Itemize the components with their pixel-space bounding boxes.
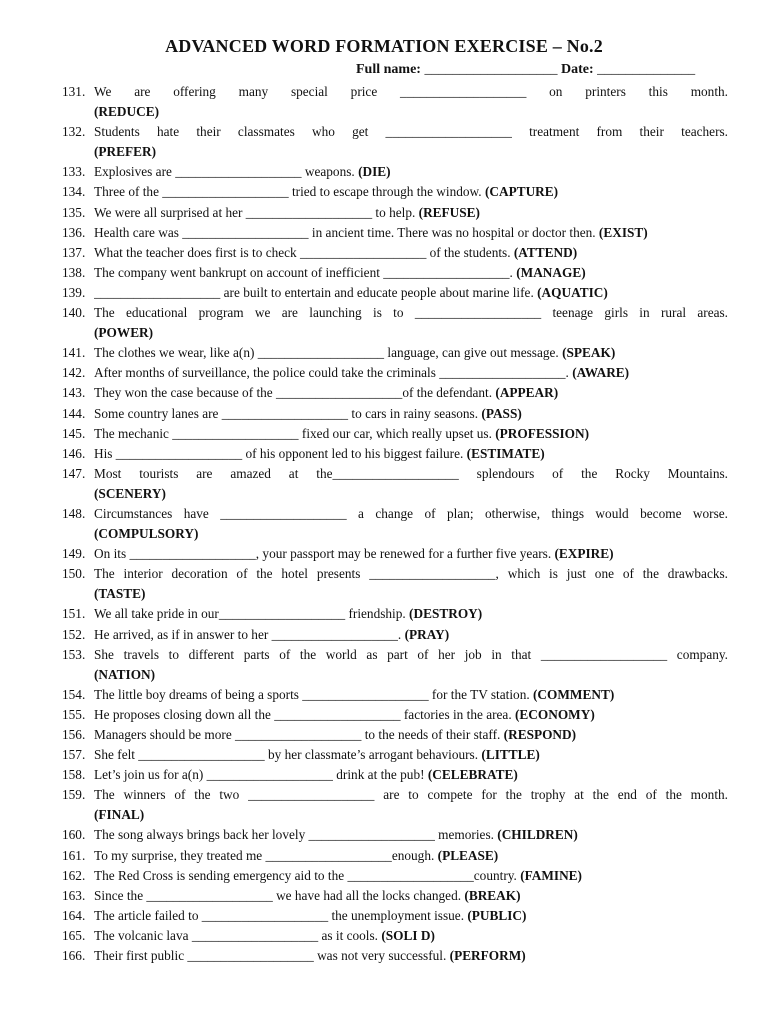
item-keyword: (DESTROY)	[409, 606, 483, 622]
item-text: Their first public ___________________ was not very successful.	[94, 948, 447, 964]
exercise-item	[62, 785, 728, 825]
item-text: The company went bankrupt on account of inefficient ___________________.	[94, 264, 513, 280]
item-text: The clothes we wear, like a(n) ___________________ language, can give out message.	[94, 345, 559, 361]
item-text: Some country lanes are ___________________ to cars in rainy seasons.	[94, 405, 479, 421]
item-number: 163.	[62, 887, 86, 903]
exercise-item	[62, 866, 728, 886]
item-text: Managers should be more ___________________ to the needs of their staff.	[94, 727, 501, 742]
item-keyword: (MANAGE)	[516, 264, 586, 280]
item-text: The winners of the two ___________________ are to compete for the trophy at the end of the month.	[94, 787, 728, 803]
item-sentence	[94, 926, 728, 946]
exercise-item	[62, 182, 728, 202]
item-keyword: (FAMINE)	[520, 867, 582, 883]
item-text: What the teacher does first is to check ___________________ of the students.	[94, 244, 511, 260]
item-sentence	[94, 765, 728, 785]
item-text: We were all surprised at her ___________________ to help.	[94, 204, 416, 220]
item-sentence	[94, 725, 728, 745]
item-text: Let’s join us for a(n) ___________________ drink at the pub!	[94, 767, 425, 783]
item-keyword: (RESPOND)	[503, 727, 577, 742]
item-text: Three of the ___________________ tried to escape through the window.	[94, 184, 482, 200]
item-number: 156.	[62, 727, 86, 742]
student-info-line	[356, 62, 695, 78]
item-sentence	[94, 866, 728, 886]
date-blank[interactable]: ______________	[597, 62, 696, 77]
exercise-item	[62, 625, 728, 645]
item-sentence	[94, 363, 728, 383]
exercise-item	[62, 82, 728, 122]
item-number: 138.	[62, 264, 86, 280]
item-text: On its ___________________, your passport may be renewed for a further five years.	[94, 546, 552, 562]
exercise-item	[62, 886, 728, 906]
exercise-item	[62, 846, 728, 866]
item-text: The interior decoration of the hotel presents ___________________, which is just one of the drawbacks.	[94, 566, 728, 582]
item-sentence	[94, 303, 728, 323]
item-text: The little boy dreams of being a sports ___________________ for the TV station.	[94, 686, 530, 702]
item-text: After months of surveillance, the police could take the criminals ___________________.	[94, 365, 569, 381]
item-text: We are offering many special price ___________________ on printers this month.	[94, 84, 728, 99]
item-number: 158.	[62, 767, 86, 783]
item-sentence	[94, 645, 728, 665]
item-number: 134.	[62, 184, 86, 200]
item-sentence	[94, 162, 728, 182]
item-text: He proposes closing down all the ___________________ factories in the area.	[94, 706, 512, 722]
item-text: The article failed to ___________________ the unemployment issue.	[94, 907, 465, 923]
item-number: 154.	[62, 686, 86, 702]
item-sentence	[94, 283, 728, 303]
exercise-item	[62, 564, 728, 604]
item-text: To my surprise, they treated me ___________________enough.	[94, 847, 435, 863]
date-label: Date:	[560, 62, 594, 77]
item-text: She felt ___________________ by her classmate’s arrogant behaviours.	[94, 747, 479, 763]
item-sentence	[94, 604, 728, 624]
page-title: ADVANCED WORD FORMATION EXERCISE – No.2	[165, 36, 603, 56]
item-sentence	[94, 544, 728, 564]
item-keyword: (REDUCE)	[94, 104, 160, 120]
item-number: 148.	[62, 505, 86, 521]
item-number: 133.	[62, 164, 86, 180]
item-keyword: (APPEAR)	[495, 385, 559, 401]
item-sentence	[94, 846, 728, 866]
item-number: 151.	[62, 606, 86, 622]
item-keyword: (PASS)	[481, 405, 522, 421]
item-text: His ___________________ of his opponent led to his biggest failure.	[94, 445, 464, 461]
exercise-item	[62, 404, 728, 424]
item-keyword: (ECONOMY)	[514, 706, 595, 722]
exercise-item	[62, 464, 728, 504]
item-keyword: (EXPIRE)	[554, 546, 614, 562]
exercise-item	[62, 363, 728, 383]
exercise-item	[62, 263, 728, 283]
item-keyword: (PROFESSION)	[495, 425, 590, 441]
item-keyword: (PERFORM)	[449, 948, 526, 964]
item-sentence	[94, 182, 728, 202]
item-text: The mechanic ___________________ fixed our car, which really upset us.	[94, 425, 492, 441]
item-number: 161.	[62, 847, 86, 863]
exercise-item	[62, 645, 728, 685]
item-keyword: (PREFER)	[94, 144, 157, 160]
item-keyword: (ATTEND)	[513, 244, 578, 260]
item-number: 135.	[62, 204, 86, 220]
exercise-item	[62, 926, 728, 946]
item-number: 149.	[62, 546, 86, 562]
item-number: 142.	[62, 365, 86, 381]
item-number: 157.	[62, 747, 86, 763]
item-keyword: (AWARE)	[572, 365, 630, 381]
item-keyword: (CHILDREN)	[497, 827, 578, 843]
item-number: 166.	[62, 948, 86, 964]
item-text: The educational program we are launching is to ___________________ teenage girls in rural areas.	[94, 305, 728, 321]
item-text: The volcanic lava ___________________ as it cools.	[94, 927, 378, 943]
item-sentence	[94, 625, 728, 645]
item-sentence	[94, 223, 728, 243]
exercise-item	[62, 343, 728, 363]
item-sentence	[94, 203, 728, 223]
item-keyword: (SOLI D)	[381, 927, 435, 943]
item-number: 141.	[62, 345, 86, 361]
exercise-item	[62, 203, 728, 223]
item-sentence	[94, 946, 728, 966]
item-number: 132.	[62, 124, 86, 140]
item-keyword: (PLEASE)	[437, 847, 499, 863]
full-name-blank[interactable]: ___________________	[424, 62, 558, 77]
item-text: Since the ___________________ we have had all the locks changed.	[94, 887, 462, 903]
item-number: 131.	[62, 84, 86, 99]
item-keyword: (EXIST)	[598, 224, 648, 240]
item-text: Health care was ___________________ in ancient time. There was no hospital or doctor then.	[94, 224, 596, 240]
item-text: Most tourists are amazed at the___________________ splendours of the Rocky Mountains.	[94, 465, 728, 481]
item-keyword: (COMPULSORY)	[94, 526, 199, 542]
exercise-item	[62, 283, 728, 303]
item-keyword: (DIE)	[358, 164, 391, 180]
item-number: 159.	[62, 787, 86, 803]
item-sentence	[94, 383, 728, 403]
item-sentence	[94, 685, 728, 705]
item-sentence	[94, 464, 728, 484]
exercise-item	[62, 604, 728, 624]
item-sentence	[94, 906, 728, 926]
item-keyword: (ESTIMATE)	[466, 445, 545, 461]
item-text: She travels to different parts of the world as part of her job in that ___________________ company.	[94, 646, 728, 662]
item-keyword: (SCENERY)	[94, 485, 166, 501]
item-keyword: (BREAK)	[464, 887, 521, 903]
item-number: 152.	[62, 626, 86, 642]
exercise-item	[62, 504, 728, 544]
item-number: 139.	[62, 284, 86, 300]
item-text: The song always brings back her lovely ___________________ memories.	[94, 827, 494, 843]
item-sentence	[94, 263, 728, 283]
item-keyword: (CELEBRATE)	[427, 767, 518, 783]
exercise-item	[62, 444, 728, 464]
item-text: Circumstances have ___________________ a change of plan; otherwise, things would become worse.	[94, 505, 728, 521]
exercise-item	[62, 725, 728, 745]
exercise-item	[62, 906, 728, 926]
item-text: They won the case because of the ___________________of the defendant.	[94, 385, 493, 401]
item-keyword: (NATION)	[94, 666, 156, 682]
item-keyword: (REFUSE)	[418, 204, 480, 220]
exercise-item	[62, 705, 728, 725]
item-sentence	[94, 745, 728, 765]
item-number: 137.	[62, 244, 86, 260]
item-sentence	[94, 785, 728, 805]
item-sentence	[94, 122, 728, 142]
exercise-item	[62, 303, 728, 343]
exercise-item	[62, 544, 728, 564]
item-sentence	[94, 825, 728, 845]
exercise-item	[62, 946, 728, 966]
item-number: 150.	[62, 566, 86, 582]
item-keyword: (TASTE)	[94, 586, 146, 602]
item-keyword: (PRAY)	[404, 626, 450, 642]
item-number: 153.	[62, 646, 86, 662]
item-number: 140.	[62, 305, 86, 321]
item-sentence	[94, 444, 728, 464]
item-number: 145.	[62, 425, 86, 441]
item-sentence	[94, 504, 728, 524]
exercise-item	[62, 243, 728, 263]
exercise-item	[62, 424, 728, 444]
exercise-item	[62, 825, 728, 845]
exercise-item	[62, 162, 728, 182]
item-number: 144.	[62, 405, 86, 421]
item-keyword: (SPEAK)	[562, 345, 616, 361]
item-number: 136.	[62, 224, 86, 240]
item-sentence	[94, 343, 728, 363]
item-number: 164.	[62, 907, 86, 923]
item-number: 155.	[62, 706, 86, 722]
exercise-item	[62, 223, 728, 243]
item-sentence	[94, 564, 728, 584]
exercise-item	[62, 765, 728, 785]
item-sentence	[94, 82, 728, 102]
item-keyword: (COMMENT)	[533, 686, 615, 702]
exercise-item	[62, 745, 728, 765]
item-text: Explosives are ___________________ weapons.	[94, 164, 355, 180]
item-text: The Red Cross is sending emergency aid to the ___________________country.	[94, 867, 517, 883]
full-name-label: Full name:	[356, 62, 421, 77]
exercise-item	[62, 122, 728, 162]
item-number: 160.	[62, 827, 86, 843]
item-number: 146.	[62, 445, 86, 461]
item-text: He arrived, as if in answer to her ___________________.	[94, 626, 402, 642]
item-sentence	[94, 243, 728, 263]
item-text: Students hate their classmates who get ___________________ treatment from their teachers.	[94, 124, 728, 140]
item-keyword: (CAPTURE)	[484, 184, 559, 200]
item-sentence	[94, 886, 728, 906]
exercise-list	[62, 82, 728, 966]
item-text: We all take pride in our___________________ friendship.	[94, 606, 406, 622]
exercise-item	[62, 685, 728, 705]
item-number: 143.	[62, 385, 86, 401]
item-number: 165.	[62, 927, 86, 943]
exercise-item	[62, 383, 728, 403]
item-keyword: (FINAL)	[94, 807, 145, 823]
item-sentence	[94, 705, 728, 725]
item-keyword: (LITTLE)	[481, 747, 540, 763]
item-number: 162.	[62, 867, 86, 883]
item-number: 147.	[62, 465, 86, 481]
item-keyword: (AQUATIC)	[537, 284, 608, 300]
item-text: ___________________ are built to entertain and educate people about marine life.	[94, 284, 534, 300]
item-keyword: (PUBLIC)	[467, 907, 527, 923]
item-sentence	[94, 424, 728, 444]
item-keyword: (POWER)	[94, 325, 154, 341]
item-sentence	[94, 404, 728, 424]
